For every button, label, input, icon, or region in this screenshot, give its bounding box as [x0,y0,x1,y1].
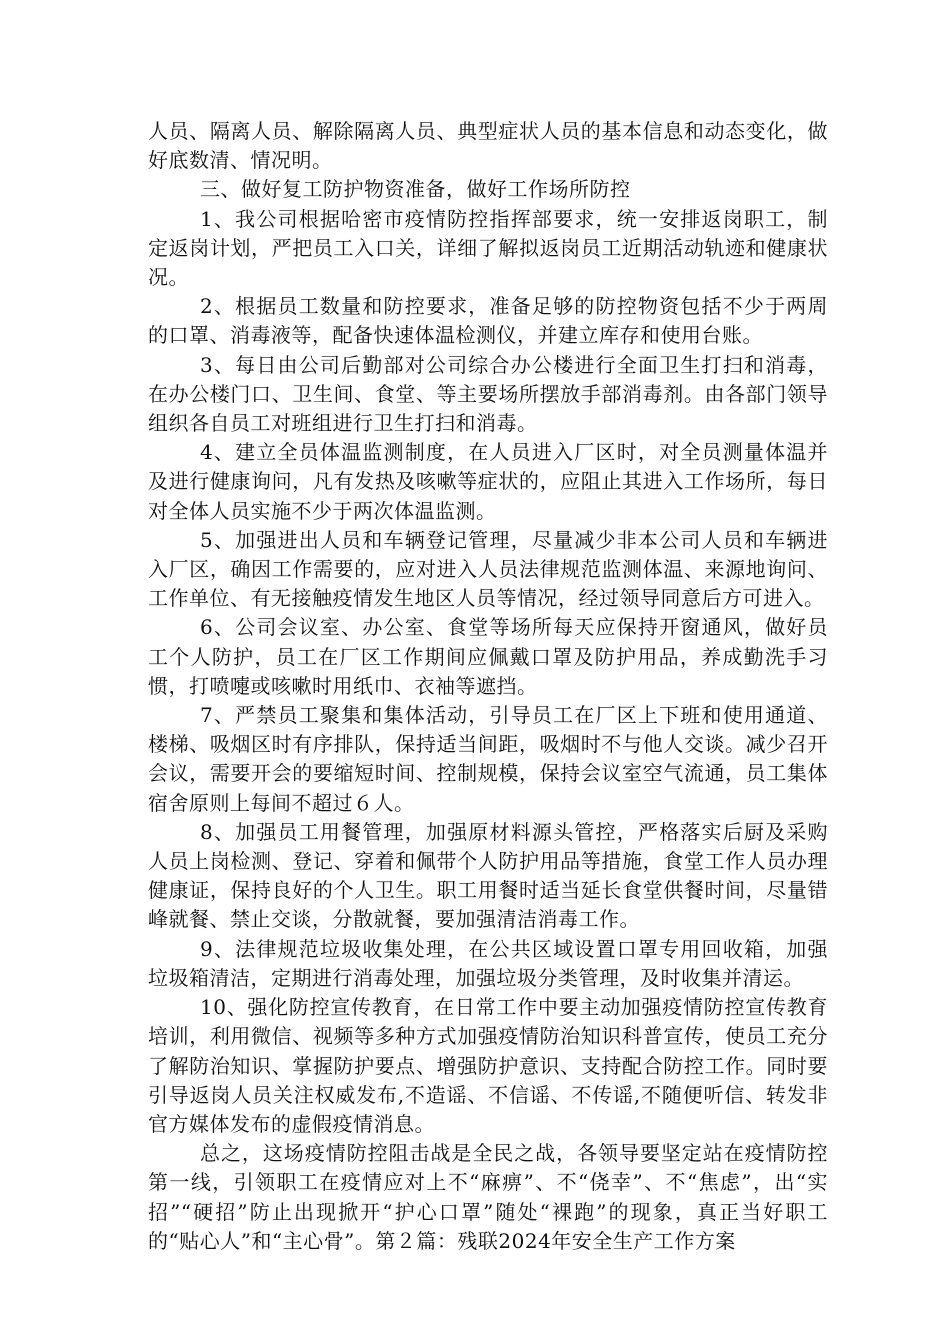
paragraph-item-3: 3、每日由公司后勤部对公司综合办公楼进行全面卫生打扫和消毒，在办公楼门口、卫生间、食堂、等主要场所摆放手部消毒剂。由各部门领导组织各自员工对班组进行卫生打扫和消毒。 [148,352,828,436]
section-heading: 三、做好复工防护物资准备，做好工作场所防控 [200,177,631,202]
paragraph-item-2: 2、根据员工数量和防控要求，准备足够的防控物资包括不少于两周的口罩、消毒液等，配备快速体温检测仪，并建立库存和使用台账。 [148,294,828,348]
paragraph-item-5: 5、加强进出人员和车辆登记管理，尽量减少非本公司人员和车辆进入厂区，确因工作需要的，应对进入人员法律规范监测体温、来源地询问、工作单位、有无接触疫情发生地区人员等情况，经过领导同意后方可进入。 [148,527,828,611]
paragraph-item-10: 10、强化防控宣传教育，在日常工作中要主动加强疫情防控宣传教育培训，利用微信、视频等多种方式加强疫情防治知识科普宣传，使员工充分了解防治知识、掌握防护要点、增强防护意识、支持配合防控工作。同时要引导返岗人员关注权威发布,不造谣、不信谣、不传谣,不随便听信、转发非官方媒体发布的虚假疫情消息。 [148,995,828,1136]
paragraph-item-6: 6、公司会议室、办公室、食堂等场所每天应保持开窗通风，做好员工个人防护，员工在厂区工作期间应佩戴口罩及防护用品，养成勤洗手习惯，打喷嚏或咳嗽时用纸巾、衣袖等遮挡。 [148,615,828,698]
paragraph-conclusion: 总之，这场疫情防控阻击战是全民之战，各领导要坚定站在疫情防控第一线，引领职工在疫情应对上不“麻痹”、不“侥幸”、不“焦虑”，出“实招”“硬招”防止出现掀开“护心口罩”随处“裸跑”的现象，真正当好职工的“贴心人”和“主心骨”。第２篇：残联2024年安全生产工作方案 [148,1141,828,1253]
paragraph-item-9: 9、法律规范垃圾收集处理，在公共区域设置口罩专用回收箱，加强垃圾箱清洁，定期进行消毒处理，加强垃圾分类管理，及时收集并清运。 [148,936,828,990]
body-text [148,117,828,1256]
paragraph-item-4: 4、建立全员体温监测制度，在人员进入厂区时，对全员测量体温并及进行健康询问，凡有发热及咳嗽等症状的，应阻止其进入工作场所，每日对全体人员实施不少于两次体温监测。 [148,440,828,523]
paragraph-continuation: 人员、隔离人员、解除隔离人员、典型症状人员的基本信息和动态变化，做好底数清、情况明。 [148,119,828,173]
paragraph-item-7: 7、严禁员工聚集和集体活动，引导员工在厂区上下班和使用通道、楼梯、吸烟区时有序排队，保持适当间距，吸烟时不与他人交谈。减少召开会议，需要开会的要缩短时间、控制规模，保持会议室空气流通，员工集体宿舍原则上每间不超过６人。 [148,703,828,815]
paragraph-item-8: 8、加强员工用餐管理，加强原材料源头管控，严格落实后厨及采购人员上岗检测、登记、穿着和佩带个人防护用品等措施，食堂工作人员办理健康证，保持良好的个人卫生。职工用餐时适当延长食堂供餐时间，尽量错峰就餐、禁止交谈，分散就餐，要加强清洁消毒工作。 [148,819,828,932]
paragraph-item-1: 1、我公司根据哈密市疫情防控指挥部要求，统一安排返岗职工，制定返岗计划，严把员工入口关，详细了解拟返岗员工近期活动轨迹和健康状况。 [148,206,828,290]
